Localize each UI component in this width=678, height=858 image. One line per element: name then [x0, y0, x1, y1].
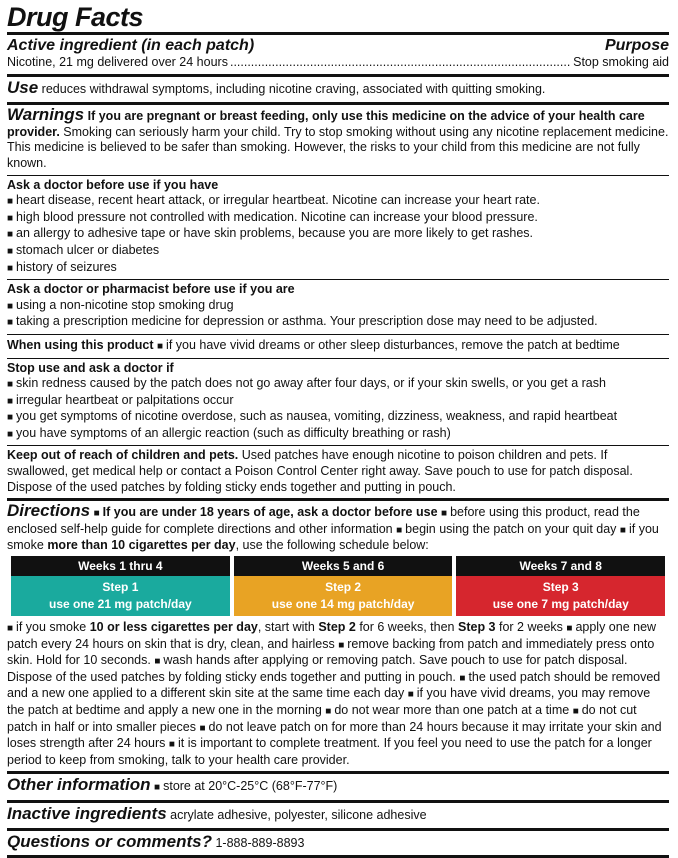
- ask-doctor-heading: Ask a doctor before use if you have: [7, 177, 219, 192]
- page-title: Drug Facts: [7, 2, 144, 32]
- list-item: ■ heart disease, recent heart attack, or irregular heartbeat. Nicotine can increase your heart rate.: [7, 193, 669, 210]
- other-info-section: [7, 777, 669, 796]
- other-info-heading: Other information: [7, 775, 151, 795]
- drug-facts-panel: [7, 0, 669, 858]
- directions-text: ■ if you smoke: [7, 620, 86, 634]
- list-item: ■ skin redness caused by the patch does not go away after four days, or if your skin swells, or you get a rash: [7, 376, 669, 393]
- directions-item: ■ wash hands after applying or removing patch. Save pouch to use for patch disposal. Dispose of the used patches by folding sticky ends together and putting in pouch.: [7, 653, 628, 684]
- list-item: ■ you have symptoms of an allergic reaction (such as difficulty breathing or rash): [7, 426, 669, 443]
- directions-bold-lead: ■ If you are under 18 years of age, ask a doctor before use: [94, 505, 438, 519]
- divider: [7, 334, 669, 335]
- stop-use-heading: Stop use and ask a doctor if: [7, 360, 174, 375]
- when-using-text: ■ if you have vivid dreams or other sleep disturbances, remove the patch at bedtime: [157, 338, 620, 352]
- divider: [7, 102, 669, 105]
- divider: [7, 32, 669, 35]
- directions-text: ■ before using this product, read the enclosed self-help guide for complete directions and other information: [7, 505, 640, 536]
- list-item: ■ irregular heartbeat or palpitations occur: [7, 393, 669, 410]
- keep-out-text: Used patches have enough nicotine to poison children and pets. If swallowed, get medical help or contact a Poison Control Center right away. Save pouch to use for patch disposal. Dispose of the used patches by folding sticky ends together and putting in pouch.: [7, 448, 633, 494]
- directions-intro: [7, 503, 669, 554]
- schedule-step-3: [456, 576, 665, 616]
- questions-heading: Questions or comments?: [7, 831, 212, 851]
- divider: [7, 771, 669, 774]
- use-section: [7, 77, 669, 98]
- directions-item: ■ if you have vivid dreams, you may remove the patch at bedtime and apply a new one in the morning: [7, 686, 650, 717]
- directions-bold: 10 or less cigarettes per day: [89, 620, 258, 635]
- ingredient-text: Nicotine, 21 mg delivered over 24 hours: [7, 55, 228, 69]
- warnings-text: Smoking can seriously harm your child. Try to stop smoking without using any nicotine replacement medicine. This medicine is believed to be safer than smoking. However, the risks to your child from this medicine are not fully known.: [7, 124, 669, 170]
- directions-text: ■ begin using the patch on your quit day: [396, 522, 616, 536]
- divider: [7, 800, 669, 803]
- directions-item: ■ the used patch should be removed and a new one applied to a different skin site at the same time each day: [7, 670, 660, 701]
- schedule-step-2: [234, 576, 453, 616]
- directions-text: ■ if you smoke: [7, 522, 659, 553]
- active-ingredient-row: [7, 55, 669, 71]
- divider: [7, 445, 669, 446]
- directions-item: ■ apply one new patch every 24 hours on skin that is dry, clean, and hairless: [7, 620, 656, 651]
- ask-doctor-section: [7, 178, 669, 277]
- directions-detail: [7, 620, 669, 768]
- questions-phone: 1-888-889-8893: [215, 835, 305, 850]
- step-label: Step 3: [542, 580, 579, 595]
- directions-item: ■ it is important to complete treatment. If you feel you need to use the patch for a longer period to keep from smoking, talk to your health care provider.: [7, 736, 652, 767]
- divider: [7, 358, 669, 359]
- directions-bold: Step 3: [458, 620, 496, 635]
- step-label: Step 2: [325, 580, 362, 595]
- list-item: ■ history of seizures: [7, 260, 669, 277]
- divider: [7, 828, 669, 831]
- directions-text: for 6 weeks, then: [359, 620, 455, 635]
- directions-item: ■ do not leave patch on for more than 24 hours because it may irritate your skin and loses strength after 24 hours: [7, 720, 662, 751]
- questions-section: [7, 831, 669, 852]
- schedule-header-row: [11, 556, 665, 576]
- list-item: ■ high blood pressure not controlled with medication. Nicotine can increase your blood pressure.: [7, 210, 669, 227]
- list-item: ■ using a non-nicotine stop smoking drug: [7, 298, 669, 315]
- divider: [7, 279, 669, 280]
- list-item: ■ stomach ulcer or diabetes: [7, 243, 669, 260]
- warnings-intro: [7, 107, 669, 171]
- schedule-table: [7, 556, 669, 616]
- directions-text: for 2 weeks: [499, 620, 563, 635]
- directions-text: , start with: [257, 620, 315, 635]
- warnings-heading: Warnings: [7, 105, 85, 125]
- directions-item: ■ do not cut patch in half or into smaller pieces: [7, 703, 637, 734]
- directions-item: ■ do not wear more than one patch at a time: [325, 703, 569, 717]
- divider: [7, 498, 669, 501]
- step-dose: use one 14 mg patch/day: [271, 597, 415, 612]
- step-dose: use one 21 mg patch/day: [49, 597, 192, 612]
- divider: [7, 74, 669, 77]
- list-item: ■ taking a prescription medicine for depression or asthma. Your prescription dose may need to be adjusted.: [7, 314, 669, 331]
- warnings-bold-lead: If you are pregnant or breast feeding, only use this medicine on the advice of your health care provider.: [7, 109, 645, 139]
- active-ingredient-heading: Active ingredient (in each patch): [7, 37, 255, 54]
- ask-pharmacist-section: [7, 282, 669, 331]
- keep-out-section: [7, 448, 669, 495]
- directions-heading: Directions: [7, 501, 91, 521]
- list-item: ■ you get symptoms of nicotine overdose, such as nausea, vomiting, dizziness, weakness, and rapid heartbeat: [7, 409, 669, 426]
- schedule-weeks-3: Weeks 7 and 8: [456, 556, 665, 576]
- list-item: ■ an allergy to adhesive tape or have skin problems, because you are more likely to get rashes.: [7, 226, 669, 243]
- schedule-step-1: [11, 576, 230, 616]
- inactive-text: acrylate adhesive, polyester, silicone adhesive: [170, 807, 427, 822]
- purpose-heading: Purpose: [604, 37, 669, 54]
- purpose-text: Stop smoking aid: [573, 55, 669, 69]
- directions-item: ■ remove backing from patch and immediately press onto skin. Hold for 10 seconds.: [7, 637, 654, 668]
- inactive-heading: Inactive ingredients: [7, 803, 167, 823]
- stop-use-section: [7, 361, 669, 443]
- inactive-section: [7, 803, 669, 824]
- directions-bold: more than 10 cigarettes per day: [47, 538, 236, 553]
- use-text: reduces withdrawal symptoms, including nicotine craving, associated with quitting smoking.: [41, 81, 546, 96]
- step-label: Step 1: [102, 580, 139, 595]
- schedule-weeks-2: Weeks 5 and 6: [234, 556, 453, 576]
- active-header-row: [7, 37, 669, 55]
- schedule-step-row: [11, 576, 665, 616]
- ask-pharmacist-heading: Ask a doctor or pharmacist before use if you are: [7, 282, 295, 297]
- schedule-weeks-1: Weeks 1 thru 4: [11, 556, 230, 576]
- divider: [7, 175, 669, 176]
- other-info-text: ■ store at 20°C-25°C (68°F-77°F): [154, 779, 337, 793]
- keep-out-heading: Keep out of reach of children and pets.: [7, 448, 239, 463]
- when-using-heading: When using this product: [7, 337, 154, 352]
- use-heading: Use: [7, 77, 39, 97]
- when-using-section: [7, 338, 669, 355]
- directions-bold: Step 2: [318, 620, 356, 635]
- dot-leader: [230, 55, 571, 71]
- step-dose: use one 7 mg patch/day: [492, 597, 629, 612]
- directions-text: , use the following schedule below:: [235, 538, 429, 553]
